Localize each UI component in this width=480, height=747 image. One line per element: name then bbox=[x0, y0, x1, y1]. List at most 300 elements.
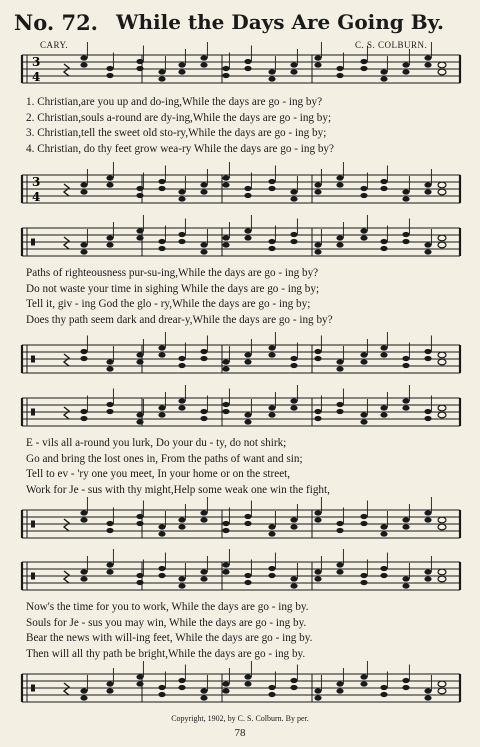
note-head bbox=[178, 398, 185, 403]
note-head bbox=[268, 524, 275, 529]
note-head bbox=[380, 573, 387, 578]
note-head bbox=[424, 409, 431, 414]
note-head bbox=[438, 242, 446, 248]
note-head bbox=[402, 685, 409, 690]
note-head bbox=[244, 59, 251, 64]
clef-mark bbox=[31, 521, 35, 528]
note-head bbox=[200, 356, 207, 361]
note-head bbox=[244, 674, 251, 679]
note-head bbox=[402, 69, 409, 74]
note-head bbox=[438, 576, 446, 582]
hymn-title: While the Days Are Going By. bbox=[116, 10, 444, 34]
note-head bbox=[360, 514, 367, 519]
note-head bbox=[402, 196, 409, 201]
note-head bbox=[106, 182, 113, 187]
note-head bbox=[136, 186, 143, 191]
treble-staff bbox=[22, 55, 460, 83]
clef-mark bbox=[31, 356, 35, 363]
note-head bbox=[80, 695, 87, 700]
note-head bbox=[314, 356, 321, 361]
note-head bbox=[222, 366, 229, 371]
note-head bbox=[290, 69, 297, 74]
note-head bbox=[402, 576, 409, 581]
note-head bbox=[200, 569, 207, 574]
note-head bbox=[200, 349, 207, 354]
note-head bbox=[290, 189, 297, 194]
note-head bbox=[106, 688, 113, 693]
note-head bbox=[438, 182, 446, 188]
time-signature-bottom: 4 bbox=[32, 70, 41, 84]
note-head bbox=[268, 692, 275, 697]
note-head bbox=[200, 510, 207, 515]
note-head bbox=[158, 573, 165, 578]
note-head bbox=[336, 175, 343, 180]
note-head bbox=[80, 569, 87, 574]
verse-line: Souls for Je - sus you may win, While the days are go - ing by. bbox=[26, 616, 307, 629]
note-head bbox=[244, 412, 251, 417]
note-head bbox=[136, 228, 143, 233]
note-head bbox=[244, 359, 251, 364]
note-head bbox=[290, 363, 297, 368]
note-head bbox=[136, 359, 143, 364]
note-head bbox=[106, 366, 113, 371]
note-head bbox=[380, 352, 387, 357]
note-head bbox=[424, 510, 431, 515]
note-head bbox=[178, 517, 185, 522]
rest-icon bbox=[64, 407, 69, 419]
note-head bbox=[268, 573, 275, 578]
verse-line: Then will all thy path be bright,While the days are go - ing by. bbox=[26, 647, 306, 660]
note-head bbox=[360, 66, 367, 71]
note-head bbox=[314, 242, 321, 247]
note-head bbox=[268, 345, 275, 350]
note-head bbox=[380, 179, 387, 184]
note-head bbox=[106, 73, 113, 78]
note-head bbox=[360, 235, 367, 240]
note-head bbox=[290, 678, 297, 683]
note-head bbox=[136, 573, 143, 578]
note-head bbox=[314, 189, 321, 194]
note-head bbox=[438, 235, 446, 241]
verse-line: E - vils all a-round you lurk, Do your du - ty, do not shirk; bbox=[26, 437, 287, 449]
note-head bbox=[178, 189, 185, 194]
note-head bbox=[106, 66, 113, 71]
note-head bbox=[438, 352, 446, 358]
note-head bbox=[438, 405, 446, 411]
note-head bbox=[244, 193, 251, 198]
note-head bbox=[268, 405, 275, 410]
verse-line: 4. Christian, do thy feet grow wea-ry While the days are go - ing by? bbox=[26, 142, 334, 155]
note-head bbox=[178, 62, 185, 67]
note-head bbox=[200, 409, 207, 414]
note-head bbox=[360, 359, 367, 364]
note-head bbox=[380, 246, 387, 251]
note-head bbox=[336, 569, 343, 574]
note-head bbox=[360, 674, 367, 679]
verse-line: 2. Christian,souls a-round are dy-ing,While the days are go - ing by; bbox=[26, 111, 332, 124]
note-head bbox=[314, 409, 321, 414]
note-head bbox=[244, 521, 251, 526]
verse-line: Tell it, giv - ing God the glo - ry,While the days are go - ing by; bbox=[26, 298, 311, 310]
rest-icon bbox=[64, 519, 69, 531]
note-head bbox=[336, 366, 343, 371]
note-head bbox=[158, 405, 165, 410]
staff-lines bbox=[22, 562, 460, 592]
staff-lines bbox=[22, 228, 460, 258]
note-head bbox=[380, 412, 387, 417]
note-head bbox=[244, 352, 251, 357]
note-head bbox=[336, 359, 343, 364]
note-head bbox=[336, 688, 343, 693]
note-head bbox=[438, 69, 446, 75]
note-head bbox=[268, 352, 275, 357]
note-head bbox=[244, 235, 251, 240]
note-head bbox=[244, 419, 251, 424]
note-head bbox=[402, 239, 409, 244]
note-head bbox=[380, 69, 387, 74]
note-head bbox=[80, 510, 87, 515]
note-head bbox=[438, 189, 446, 195]
note-head bbox=[424, 242, 431, 247]
verse-line: Do not waste your time in sighing While the days are go - ing by; bbox=[26, 282, 320, 295]
note-head bbox=[360, 352, 367, 357]
note-head bbox=[80, 249, 87, 254]
note-head bbox=[336, 521, 343, 526]
note-head bbox=[314, 569, 321, 574]
note-head bbox=[106, 402, 113, 407]
note-head bbox=[424, 189, 431, 194]
note-head bbox=[106, 175, 113, 180]
note-head bbox=[380, 685, 387, 690]
note-head bbox=[438, 681, 446, 687]
bass-staff bbox=[22, 175, 460, 203]
note-head bbox=[336, 409, 343, 414]
note-head bbox=[360, 228, 367, 233]
note-head bbox=[158, 524, 165, 529]
rest-icon bbox=[64, 354, 69, 366]
note-head bbox=[244, 186, 251, 191]
rest-icon bbox=[64, 184, 69, 196]
note-head bbox=[438, 517, 446, 523]
note-head bbox=[158, 692, 165, 697]
note-head bbox=[136, 412, 143, 417]
note-head bbox=[200, 242, 207, 247]
verse-line: Go and bring the lost ones in, From the paths of want and sin; bbox=[26, 452, 303, 465]
copyright-notice: Copyright, 1902, by C. S. Colburn. By per. bbox=[171, 714, 309, 723]
note-head bbox=[380, 692, 387, 697]
note-head bbox=[380, 76, 387, 81]
note-head bbox=[106, 562, 113, 567]
verse-line: Work for Je - sus with thy might,Help some weak one win the fight, bbox=[26, 483, 330, 496]
note-head bbox=[106, 521, 113, 526]
note-head bbox=[424, 249, 431, 254]
note-head bbox=[158, 345, 165, 350]
note-head bbox=[314, 688, 321, 693]
time-signature-top: 3 bbox=[32, 175, 41, 189]
note-head bbox=[360, 681, 367, 686]
note-head bbox=[158, 186, 165, 191]
bass-staff bbox=[22, 674, 460, 702]
note-head bbox=[336, 66, 343, 71]
note-head bbox=[290, 232, 297, 237]
note-head bbox=[268, 76, 275, 81]
note-head bbox=[106, 235, 113, 240]
rest-icon bbox=[64, 683, 69, 695]
note-head bbox=[290, 405, 297, 410]
note-head bbox=[290, 524, 297, 529]
note-head bbox=[244, 228, 251, 233]
note-head bbox=[106, 528, 113, 533]
note-head bbox=[136, 674, 143, 679]
page-number: 78 bbox=[234, 727, 246, 739]
note-head bbox=[380, 531, 387, 536]
note-head bbox=[222, 402, 229, 407]
note-head bbox=[424, 688, 431, 693]
note-head bbox=[80, 416, 87, 421]
note-head bbox=[158, 412, 165, 417]
rest-icon bbox=[64, 64, 69, 76]
note-head bbox=[268, 531, 275, 536]
verse-line: 1. Christian,are you up and do-ing,While the days are go - ing by? bbox=[26, 96, 323, 108]
note-head bbox=[424, 576, 431, 581]
note-head bbox=[222, 409, 229, 414]
note-head bbox=[360, 521, 367, 526]
note-head bbox=[244, 573, 251, 578]
verse-line: Bear the news with will-ing feet, While the days are go - ing by. bbox=[26, 632, 313, 644]
note-head bbox=[222, 681, 229, 686]
note-head bbox=[360, 59, 367, 64]
note-head bbox=[136, 681, 143, 686]
note-head bbox=[268, 186, 275, 191]
note-head bbox=[424, 356, 431, 361]
clef-mark bbox=[31, 409, 35, 416]
treble-staff bbox=[22, 562, 460, 590]
note-head bbox=[136, 521, 143, 526]
clef-mark bbox=[31, 685, 35, 692]
staff-lines bbox=[22, 345, 460, 375]
note-head bbox=[222, 528, 229, 533]
note-head bbox=[136, 66, 143, 71]
note-head bbox=[80, 242, 87, 247]
note-head bbox=[106, 359, 113, 364]
note-head bbox=[80, 55, 87, 60]
staff-lines bbox=[22, 510, 460, 540]
hymn-header bbox=[14, 8, 466, 36]
note-head bbox=[380, 239, 387, 244]
verse-line: Does thy path seem dark and drear-y,While the days are go - ing by? bbox=[26, 313, 333, 326]
note-head bbox=[268, 239, 275, 244]
bass-staff bbox=[22, 510, 460, 538]
verse-line: Tell to ev - 'ry one you meet, In your home or on the street, bbox=[26, 468, 291, 480]
rest-icon bbox=[64, 237, 69, 249]
note-head bbox=[290, 576, 297, 581]
note-head bbox=[80, 349, 87, 354]
note-head bbox=[336, 402, 343, 407]
verse-block bbox=[26, 266, 466, 328]
bass-staff bbox=[22, 345, 460, 373]
note-head bbox=[136, 59, 143, 64]
note-head bbox=[158, 685, 165, 690]
note-head bbox=[106, 409, 113, 414]
verse-block bbox=[26, 600, 466, 662]
note-head bbox=[222, 359, 229, 364]
note-head bbox=[336, 562, 343, 567]
staff-lines bbox=[22, 55, 460, 85]
note-head bbox=[200, 62, 207, 67]
note-head bbox=[290, 62, 297, 67]
note-head bbox=[178, 685, 185, 690]
note-head bbox=[360, 580, 367, 585]
hymn-number: No. 72. bbox=[14, 10, 98, 35]
note-head bbox=[360, 419, 367, 424]
note-head bbox=[336, 235, 343, 240]
note-head bbox=[178, 678, 185, 683]
note-head bbox=[178, 196, 185, 201]
note-head bbox=[314, 416, 321, 421]
note-head bbox=[200, 416, 207, 421]
note-head bbox=[222, 521, 229, 526]
note-head bbox=[136, 514, 143, 519]
note-head bbox=[438, 412, 446, 418]
note-head bbox=[158, 246, 165, 251]
note-head bbox=[136, 580, 143, 585]
note-head bbox=[80, 688, 87, 693]
note-head bbox=[290, 196, 297, 201]
note-head bbox=[200, 517, 207, 522]
staff-lines bbox=[22, 674, 460, 704]
note-head bbox=[200, 249, 207, 254]
note-head bbox=[222, 235, 229, 240]
note-head bbox=[244, 514, 251, 519]
note-head bbox=[178, 363, 185, 368]
note-head bbox=[438, 688, 446, 694]
note-head bbox=[222, 182, 229, 187]
note-head bbox=[80, 576, 87, 581]
note-head bbox=[360, 412, 367, 417]
note-head bbox=[222, 569, 229, 574]
note-head bbox=[424, 349, 431, 354]
note-head bbox=[222, 242, 229, 247]
note-head bbox=[268, 412, 275, 417]
note-head bbox=[222, 562, 229, 567]
note-head bbox=[402, 356, 409, 361]
note-head bbox=[380, 405, 387, 410]
treble-staff bbox=[22, 228, 460, 256]
verse-line: Now's the time for you to work, While the days are go - ing by. bbox=[26, 601, 309, 613]
note-head bbox=[80, 189, 87, 194]
note-head bbox=[336, 528, 343, 533]
note-head bbox=[314, 576, 321, 581]
note-head bbox=[336, 242, 343, 247]
note-head bbox=[402, 517, 409, 522]
note-head bbox=[380, 566, 387, 571]
note-head bbox=[178, 232, 185, 237]
note-head bbox=[200, 182, 207, 187]
note-head bbox=[178, 69, 185, 74]
note-head bbox=[136, 235, 143, 240]
note-head bbox=[222, 73, 229, 78]
lyricist-credit: CARY. bbox=[40, 40, 69, 50]
note-head bbox=[178, 576, 185, 581]
note-head bbox=[80, 62, 87, 67]
note-head bbox=[402, 583, 409, 588]
note-head bbox=[402, 189, 409, 194]
note-head bbox=[268, 69, 275, 74]
note-head bbox=[402, 398, 409, 403]
note-head bbox=[158, 179, 165, 184]
note-head bbox=[438, 359, 446, 365]
note-head bbox=[336, 681, 343, 686]
note-head bbox=[200, 189, 207, 194]
note-head bbox=[158, 69, 165, 74]
note-head bbox=[402, 363, 409, 368]
note-head bbox=[314, 517, 321, 522]
note-head bbox=[268, 246, 275, 251]
note-head bbox=[106, 681, 113, 686]
composer-credit: C. S. COLBURN. bbox=[355, 40, 428, 50]
note-head bbox=[424, 569, 431, 574]
verse-line: Paths of righteousness pur-su-ing,While the days are go - ing by? bbox=[26, 267, 319, 279]
clef-mark bbox=[31, 239, 35, 246]
note-head bbox=[336, 73, 343, 78]
note-head bbox=[380, 524, 387, 529]
note-head bbox=[222, 175, 229, 180]
note-head bbox=[314, 249, 321, 254]
note-head bbox=[290, 517, 297, 522]
note-head bbox=[360, 193, 367, 198]
note-head bbox=[438, 569, 446, 575]
note-head bbox=[244, 580, 251, 585]
note-head bbox=[314, 510, 321, 515]
note-head bbox=[136, 352, 143, 357]
note-head bbox=[222, 66, 229, 71]
note-head bbox=[200, 55, 207, 60]
note-head bbox=[336, 182, 343, 187]
note-head bbox=[222, 688, 229, 693]
treble-staff bbox=[22, 398, 460, 426]
verse-block bbox=[26, 436, 466, 498]
note-head bbox=[80, 182, 87, 187]
note-head bbox=[158, 566, 165, 571]
verse-line: 3. Christian,tell the sweet old sto-ry,While the days are go - ing by; bbox=[26, 127, 327, 139]
note-head bbox=[314, 349, 321, 354]
note-head bbox=[380, 345, 387, 350]
note-head bbox=[178, 239, 185, 244]
note-head bbox=[424, 517, 431, 522]
note-head bbox=[438, 524, 446, 530]
note-head bbox=[178, 583, 185, 588]
note-head bbox=[360, 186, 367, 191]
clef-mark bbox=[31, 573, 35, 580]
staff-lines bbox=[22, 398, 460, 428]
note-head bbox=[290, 685, 297, 690]
note-head bbox=[314, 62, 321, 67]
time-signature-top: 3 bbox=[32, 55, 41, 69]
note-head bbox=[158, 531, 165, 536]
note-head bbox=[200, 688, 207, 693]
note-head bbox=[314, 55, 321, 60]
note-head bbox=[158, 76, 165, 81]
note-head bbox=[402, 405, 409, 410]
verse-block bbox=[26, 95, 466, 157]
note-head bbox=[402, 232, 409, 237]
note-head bbox=[158, 239, 165, 244]
note-head bbox=[290, 356, 297, 361]
note-head bbox=[424, 416, 431, 421]
note-head bbox=[80, 356, 87, 361]
note-head bbox=[106, 242, 113, 247]
note-head bbox=[360, 573, 367, 578]
